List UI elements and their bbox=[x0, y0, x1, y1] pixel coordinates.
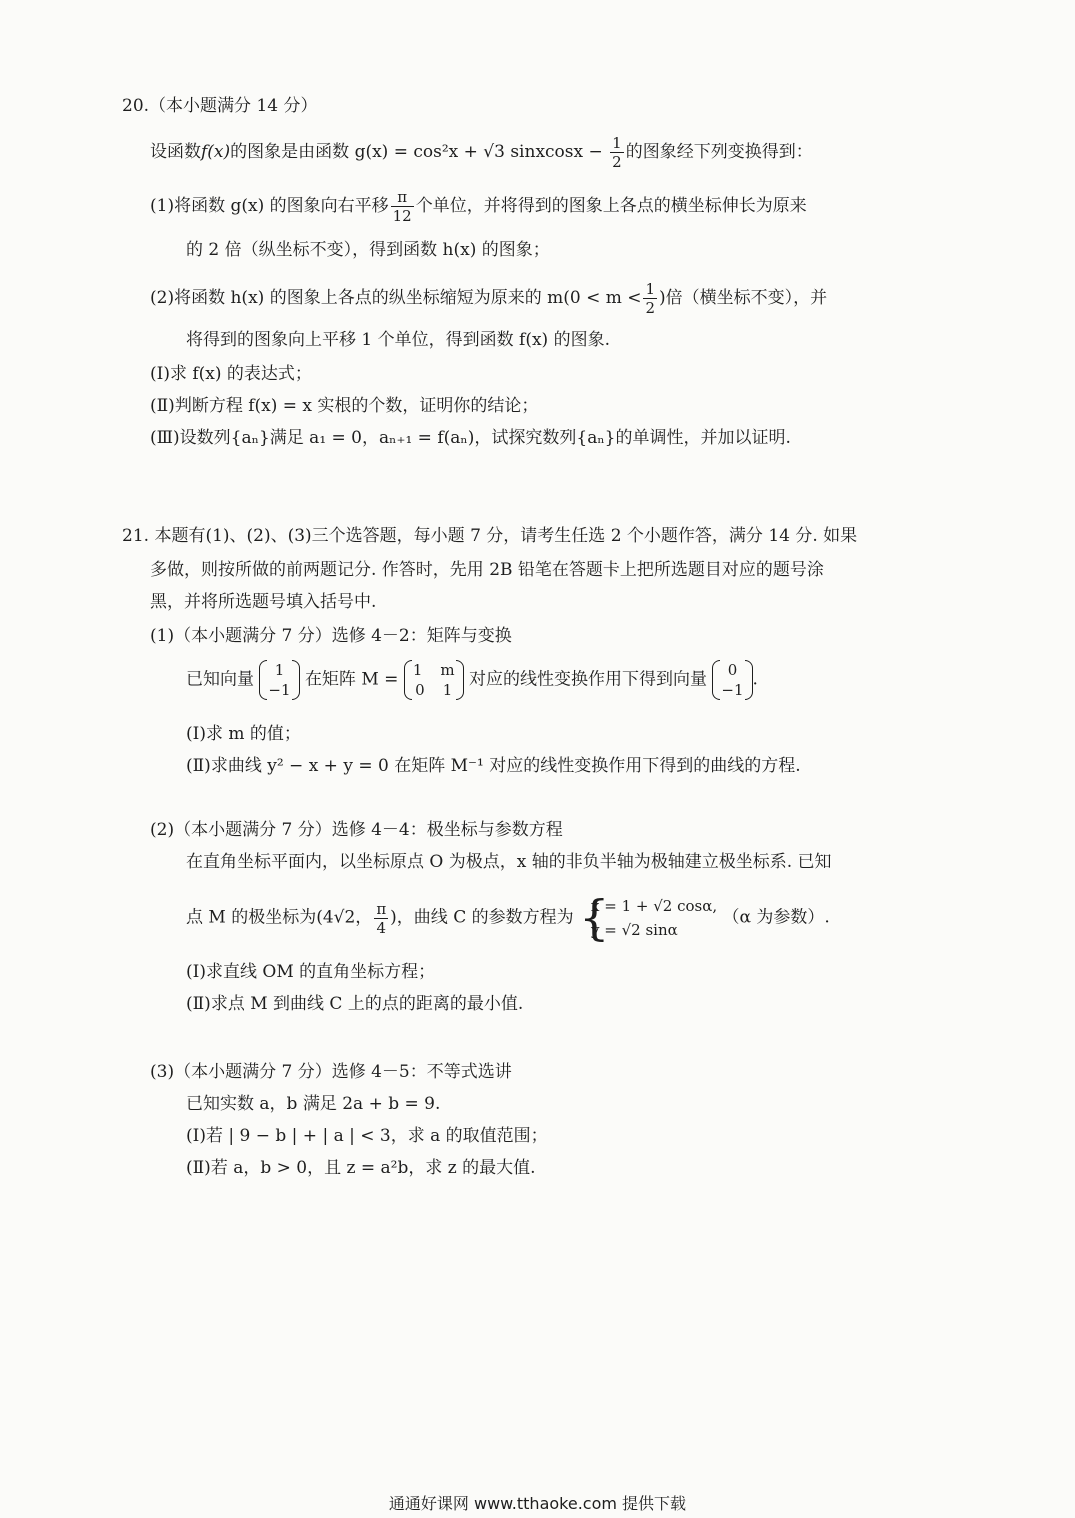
matrix-entry: 0 bbox=[415, 681, 425, 699]
q21-sub2-t-a: 点 M 的极坐标为(4√2， bbox=[186, 907, 373, 928]
q21-sub2-t-c: （α 为参数）. bbox=[722, 907, 830, 928]
q21-sub3-header: (3)（本小题满分 7 分）选修 4－5：不等式选讲 bbox=[150, 1062, 512, 1082]
q20-intro-gx: g(x) = cos²x + √3 sinxcosx − bbox=[354, 142, 603, 162]
q21-sub1-t-a: 已知向量 bbox=[186, 669, 254, 690]
q20-intro bbox=[150, 134, 813, 171]
footer-source: 通通好课网 www.tthaoke.com 提供下载 bbox=[388, 1494, 687, 1513]
q20-step2 bbox=[150, 280, 827, 317]
q21-sub1-header: (1)（本小题满分 7 分）选修 4－2：矩阵与变换 bbox=[150, 626, 512, 646]
q21-sub2-t-b: )，曲线 C 的参数方程为 bbox=[390, 907, 574, 928]
q21-line3: 黑，并将所选题号填入括号中. bbox=[150, 592, 377, 612]
frac-den: 2 bbox=[612, 153, 622, 171]
q21-line1: 21. 本题有(1)、(2)、(3)三个选答题，每小题 7 分，请考生任选 2 个小题作答，满分 14 分. 如果 bbox=[122, 526, 858, 546]
q20-intro-a: 设函数 bbox=[150, 142, 201, 162]
vector-2 bbox=[712, 660, 752, 700]
q20-part2: (Ⅱ)判断方程 f(x) = x 实根的个数，证明你的结论； bbox=[150, 396, 539, 416]
parametric-system bbox=[579, 890, 718, 946]
q21-line2: 多做，则按所做的前两题记分. 作答时，先用 2B 铅笔在答题卡上把所选题目对应的题号涂 bbox=[150, 560, 824, 580]
q21-sub3-line1: 已知实数 a，b 满足 2a + b = 9. bbox=[186, 1094, 441, 1114]
frac-num: 1 bbox=[612, 134, 622, 152]
q20-step1-fraction bbox=[391, 188, 414, 225]
q20-step1 bbox=[150, 188, 807, 225]
q21-sub1-t-c: 对应的线性变换作用下得到向量 bbox=[469, 669, 707, 690]
matrix-entry: 1 bbox=[442, 681, 453, 699]
q21-sub2-part2: (Ⅱ)求点 M 到曲线 C 上的点的距离的最小值. bbox=[186, 994, 524, 1014]
q21-sub2-line1: 在直角坐标平面内，以坐标原点 O 为极点，x 轴的非负半轴为极轴建立极坐标系. 已知 bbox=[186, 852, 832, 872]
frac-num: π bbox=[397, 188, 408, 206]
q21-sub1-t-b: 在矩阵 M = bbox=[304, 669, 399, 690]
q20-step1-a: (1)将函数 g(x) 的图象向右平移 bbox=[150, 196, 389, 216]
q21-sub2-text bbox=[186, 890, 830, 946]
q20-step1-line2: 的 2 倍（纵坐标不变），得到函数 h(x) 的图象； bbox=[186, 240, 550, 260]
q20-intro-c: 的图象经下列变换得到： bbox=[625, 142, 813, 162]
q20-header: 20.（本小题满分 14 分） bbox=[122, 96, 318, 116]
q21-sub1-part2: (Ⅱ)求曲线 y² − x + y = 0 在矩阵 M⁻¹ 对应的线性变换作用下得到的曲线的方程. bbox=[186, 756, 801, 776]
param-eq-2: y = √2 sinα bbox=[591, 921, 678, 939]
q20-step2-b: )倍（横坐标不变），并 bbox=[659, 288, 828, 308]
q20-part3: (Ⅲ)设数列{aₙ}满足 a₁ = 0，aₙ₊₁ = f(aₙ)，试探究数列{aₙ}的单调性，并加以证明. bbox=[150, 428, 791, 448]
vector-2-entry-2: −1 bbox=[721, 681, 744, 699]
q21-sub3-part1: (Ⅰ)若 | 9 − b | + | a | < 3，求 a 的取值范围； bbox=[186, 1126, 548, 1146]
vector-1-entry-2: −1 bbox=[268, 681, 291, 699]
frac-den: 4 bbox=[374, 918, 388, 937]
q20-step2-line2: 将得到的图象向上平移 1 个单位，得到函数 f(x) 的图象. bbox=[186, 330, 610, 350]
q21-sub3-part2: (Ⅱ)若 a，b > 0，且 z = a²b，求 z 的最大值. bbox=[186, 1158, 536, 1178]
matrix-entry: 1 bbox=[412, 661, 423, 679]
q20-part1: (Ⅰ)求 f(x) 的表达式； bbox=[150, 364, 312, 384]
q21-sub1-t-d: . bbox=[752, 669, 758, 690]
param-eq-1: x = 1 + √2 cosα, bbox=[591, 897, 718, 915]
q20-intro-fx: f(x) bbox=[201, 142, 231, 162]
q21-sub1-text bbox=[186, 660, 758, 700]
pi-over-4 bbox=[374, 900, 388, 937]
q20-intro-fraction bbox=[610, 134, 624, 171]
frac-num: π bbox=[376, 899, 387, 918]
q21-sub1-part1: (Ⅰ)求 m 的值； bbox=[186, 724, 301, 744]
vector-1-entry-1: 1 bbox=[274, 661, 285, 679]
vector-2-entry-1: 0 bbox=[727, 661, 738, 679]
q20-step2-fraction bbox=[643, 280, 657, 317]
q20-intro-b: 的图象是由函数 bbox=[230, 142, 350, 162]
vector-1 bbox=[259, 660, 299, 700]
matrix-m bbox=[404, 660, 464, 700]
matrix-entry: m bbox=[440, 661, 455, 679]
frac-den: 12 bbox=[392, 207, 412, 225]
frac-num: 1 bbox=[645, 280, 656, 298]
q20-step1-b: 个单位，并将得到的图象上各点的横坐标伸长为原来 bbox=[415, 196, 807, 216]
q21-sub2-header: (2)（本小题满分 7 分）选修 4－4：极坐标与参数方程 bbox=[150, 820, 563, 840]
frac-den: 2 bbox=[645, 299, 656, 317]
q20-step2-a: (2)将函数 h(x) 的图象上各点的纵坐标缩短为原来的 m(0 < m < bbox=[150, 288, 642, 308]
q21-sub2-part1: (Ⅰ)求直线 OM 的直角坐标方程； bbox=[186, 962, 436, 982]
brace-icon: { bbox=[579, 890, 610, 946]
